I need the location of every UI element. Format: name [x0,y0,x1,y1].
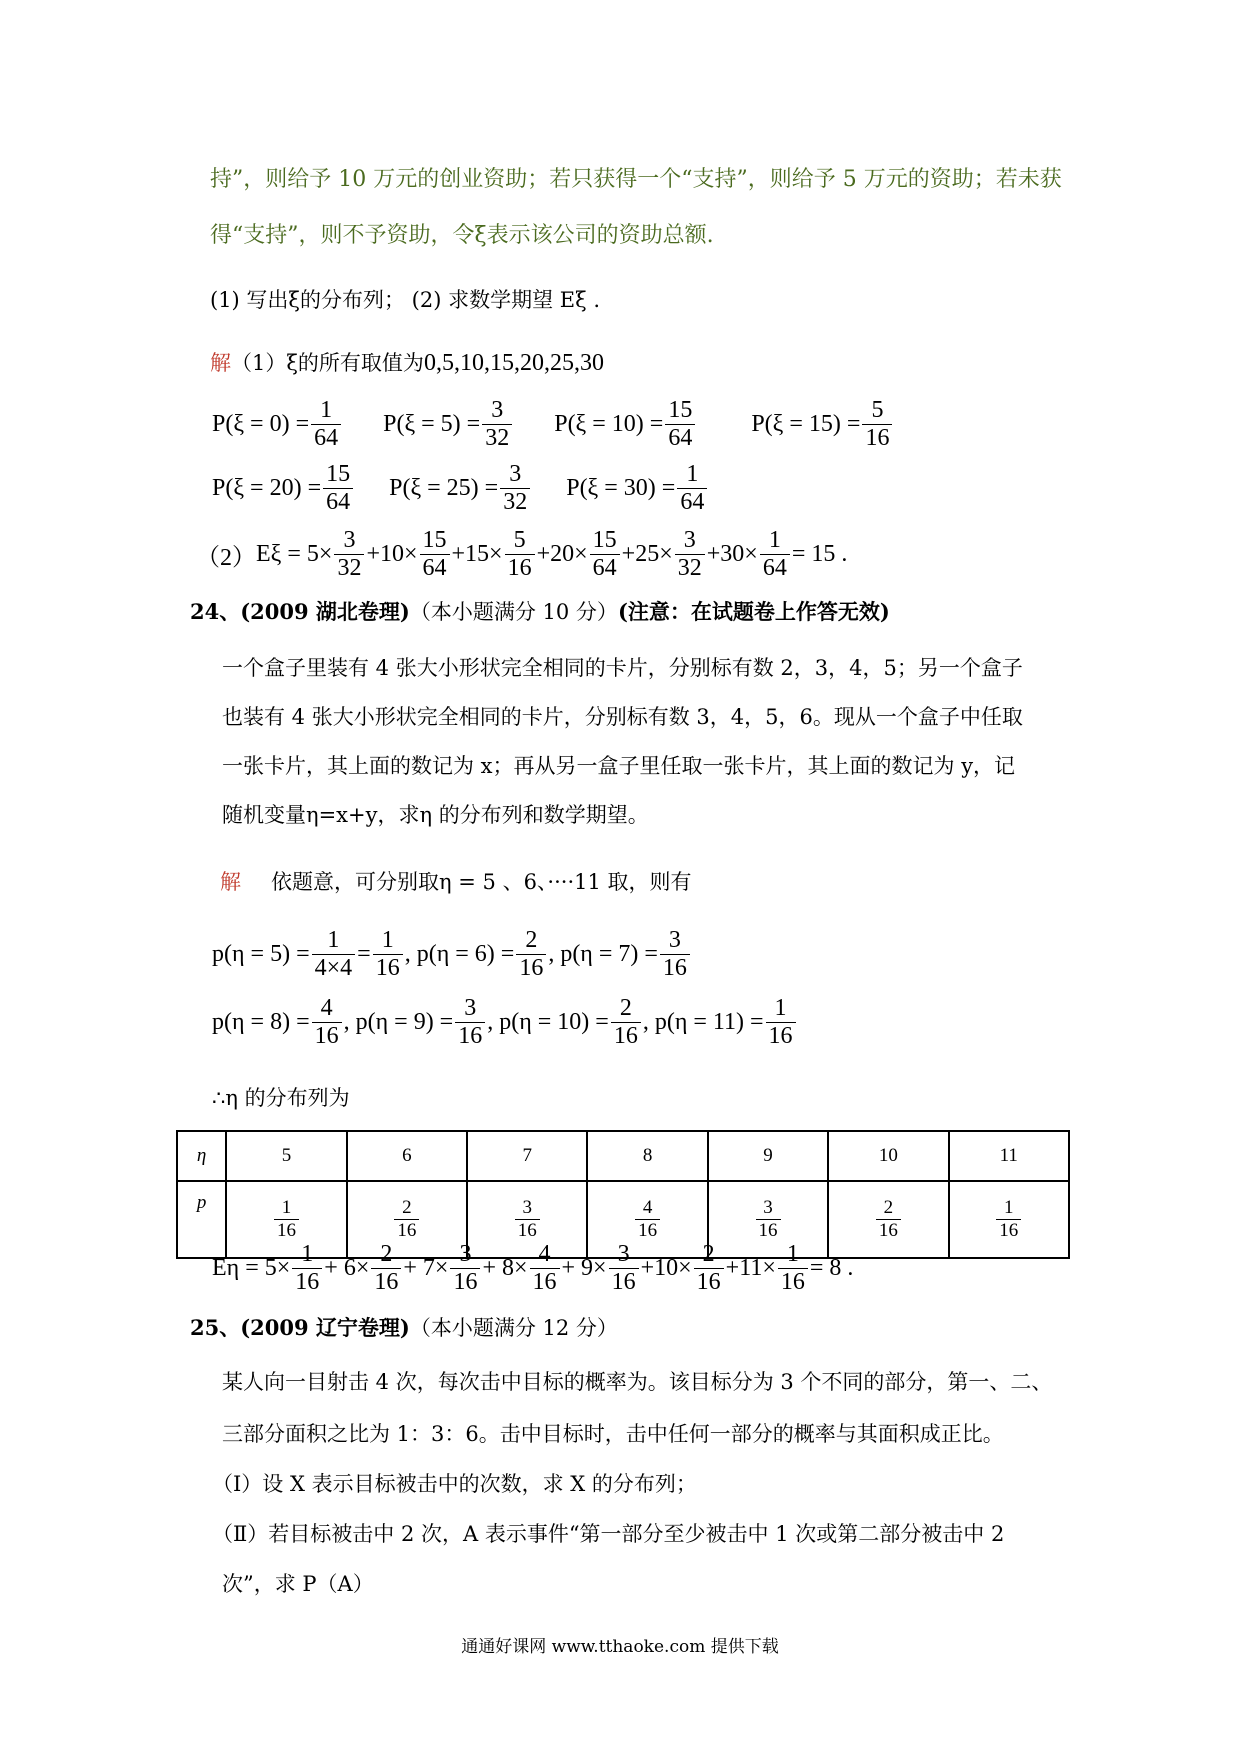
prob-lhs: , p(η = 11) = [642,1009,764,1036]
numerator: 1 [686,461,699,487]
numerator: 1 [1004,1197,1014,1219]
denominator: 16 [876,1219,901,1241]
denominator: 16 [530,1268,560,1295]
denominator: 4×4 [312,954,356,981]
table-header-eta: η [177,1131,226,1181]
q25-line-4: （Ⅱ）若目标被击中 2 次，A 表示事件“第一部分至少被击中 1 次或第二部分被击中 2 [212,1522,1005,1546]
denominator: 64 [760,554,790,581]
numerator: 1 [774,995,787,1021]
denominator: 16 [862,424,892,451]
q24-heading-note: (注意：在试题卷上作答无效) [617,599,890,624]
expectation-term: = 8 . [809,1255,854,1282]
expectation-term: +10× [366,541,418,568]
fraction [778,1242,808,1295]
numerator: 4 [538,1241,551,1267]
fraction [505,528,535,581]
fraction [665,398,695,451]
q24-line-2: 也装有 4 张大小形状完全相同的卡片，分别标有数 3，4，5，6。现从一个盒子中任取 [222,705,1023,729]
denominator: 16 [371,1268,401,1295]
q24-heading-score: （本小题满分 10 分） [409,600,618,624]
q24-heading [190,596,890,626]
numerator: 1 [320,397,333,423]
denominator: 16 [516,954,546,981]
page-footer: 通通好课网 www.tthaoke.com 提供下载 [461,1637,779,1657]
fraction [675,528,705,581]
denominator: 16 [394,1219,419,1241]
prob-row-2 [212,462,709,515]
expectation-term: +25× [621,541,673,568]
prob-lhs: P(ξ = 20) = [212,475,322,502]
fraction [766,996,796,1049]
q24-solution-intro [220,866,692,896]
prob-lhs: p(η = 8) = [212,1009,310,1036]
fraction [455,996,485,1049]
expectation-prefix: （2） [196,545,256,572]
fraction [482,398,512,451]
expectation-term: +30× [706,541,758,568]
fraction [677,462,707,515]
prob-lhs: P(ξ = 15) = [751,411,861,438]
fraction [394,1198,419,1241]
solution-1-intro [210,347,604,377]
intro-line-2: 得“支持”，则不予资助，令ξ表示该公司的资助总额. [210,223,714,248]
numerator: 3 [459,1241,472,1267]
numerator: 2 [380,1241,393,1267]
denominator: 16 [312,1022,342,1049]
numerator: 3 [343,527,356,553]
fraction [500,462,530,515]
denominator: 16 [450,1268,480,1295]
prob-lhs: p(η = 5) = [212,941,310,968]
numerator: 3 [668,927,681,953]
fraction [420,528,450,581]
questions-line: (1) 写出ξ的分布列； (2) 求数学期望 Eξ . [210,288,601,312]
expectation-term: = 15 . [791,541,848,568]
numerator: 3 [464,995,477,1021]
fraction [311,398,341,451]
table-cell-value: 9 [708,1131,828,1181]
denominator: 64 [677,488,707,515]
numerator: 15 [668,397,693,423]
denominator: 16 [292,1268,322,1295]
prob-lhs: P(ξ = 5) = [383,411,481,438]
denominator: 64 [311,424,341,451]
numerator: 15 [592,527,617,553]
q24-solution-label: 解 [220,870,241,894]
fraction [756,1198,781,1241]
prob-lhs: , p(η = 9) = [343,1009,454,1036]
fraction [876,1198,901,1241]
q24-line-1: 一个盒子里装有 4 张大小形状完全相同的卡片，分别标有数 2，3，4，5；另一个盒子 [222,656,1023,680]
denominator: 32 [482,424,512,451]
table-cell-value: 10 [828,1131,948,1181]
fraction [862,398,892,451]
numerator: 3 [491,397,504,423]
denominator: 16 [611,1022,641,1049]
denominator: 16 [996,1219,1021,1241]
numerator: 2 [883,1197,894,1219]
denominator: 64 [323,488,353,515]
denominator: 16 [766,1022,796,1049]
expectation-lhs: Eη = 5× [212,1255,291,1282]
numerator: 1 [381,927,394,953]
denominator: 16 [274,1219,299,1241]
q24-prob-row-2 [212,996,798,1049]
prob-lhs: P(ξ = 30) = [566,475,676,502]
denominator: 16 [505,554,535,581]
dist-caption: ∴η 的分布列为 [212,1086,350,1110]
fraction [450,1242,480,1295]
table-cell-value: 11 [949,1131,1069,1181]
q25-heading-score: （本小题满分 12 分） [409,1316,618,1340]
q24-line-3: 一张卡片，其上面的数记为 x；再从另一盒子里任取一张卡片，其上面的数记为 y，记 [222,754,1016,778]
numerator: 2 [702,1241,715,1267]
numerator: 2 [619,995,632,1021]
fraction [635,1198,660,1241]
expectation-lhs: Eξ = 5× [256,541,333,568]
table-cell-value: 7 [467,1131,587,1181]
q25-heading-source: 25、(2009 辽宁卷理) [190,1315,410,1340]
expectation-xi [196,528,847,581]
numerator: 1 [786,1241,799,1267]
denominator: 16 [694,1268,724,1295]
fraction [312,996,342,1049]
prob-row-1 [212,398,894,451]
expectation-term: + 7× [403,1255,449,1282]
denominator: 16 [455,1022,485,1049]
numerator: 1 [281,1197,292,1219]
expectation-term: +10× [640,1255,692,1282]
denominator: 16 [609,1268,639,1295]
table-cell-value: 5 [226,1131,346,1181]
fraction [334,528,364,581]
denominator: 16 [778,1268,808,1295]
intro-line-1: 持”，则给予 10 万元的创业资助；若只获得一个“支持”，则给予 5 万元的资助；若未获 [210,167,1062,192]
denominator: 16 [756,1219,781,1241]
solution-1-values: 0,5,10,15,20,25,30 [423,350,604,376]
fraction [760,528,790,581]
fraction [611,996,641,1049]
solution-1-text: （1）ξ的所有取值为 [231,351,424,375]
numerator: 3 [683,527,696,553]
fraction [660,928,690,981]
numerator: 15 [422,527,447,553]
fraction [694,1242,724,1295]
prob-lhs: P(ξ = 25) = [389,475,499,502]
denominator: 32 [500,488,530,515]
q24-line-4: 随机变量η=x+y，求η 的分布列和数学期望。 [222,803,649,827]
solution-label: 解 [210,351,231,375]
q24-heading-source: 24、(2009 湖北卷理) [190,599,410,624]
numerator: 5 [513,527,526,553]
denominator: 16 [373,954,403,981]
denominator: 64 [420,554,450,581]
fraction [996,1198,1021,1241]
numerator: 1 [768,527,781,553]
table-cell-prob [949,1181,1069,1258]
expectation-term: +11× [725,1255,776,1282]
numerator: 2 [402,1197,412,1219]
expectation-term: + 8× [482,1255,528,1282]
denominator: 16 [515,1219,540,1241]
q25-heading [190,1312,618,1342]
prob-lhs: P(ξ = 10) = [554,411,664,438]
prob-lhs: , p(η = 10) = [487,1009,609,1036]
fraction [312,928,356,981]
fraction [373,928,403,981]
fraction [516,928,546,981]
numerator: 3 [763,1197,773,1219]
q25-line-5: 次”，求 P（A） [222,1572,374,1596]
equals: = [357,941,371,968]
fraction [590,528,620,581]
numerator: 3 [522,1197,532,1219]
table-row-values [177,1131,1069,1181]
fraction [609,1242,639,1295]
fraction [515,1198,540,1241]
expectation-term: +20× [536,541,588,568]
denominator: 32 [334,554,364,581]
fraction [292,1242,322,1295]
q25-line-2: 三部分面积之比为 1：3：6。击中目标时，击中任何一部分的概率与其面积成正比。 [222,1422,1004,1446]
numerator: 4 [642,1197,653,1219]
numerator: 3 [617,1241,630,1267]
numerator: 2 [525,927,538,953]
q25-line-1: 某人向一目射击 4 次，每次击中目标的概率为。该目标分为 3 个不同的部分，第一、二、 [222,1370,1053,1394]
denominator: 32 [675,554,705,581]
denominator: 64 [590,554,620,581]
fraction [274,1198,299,1241]
denominator: 16 [660,954,690,981]
prob-lhs: , p(η = 6) = [404,941,515,968]
table-cell-value: 6 [347,1131,467,1181]
prob-lhs: P(ξ = 0) = [212,411,310,438]
prob-lhs: , p(η = 7) = [548,941,658,968]
numerator: 4 [320,995,333,1021]
expectation-term: +15× [451,541,503,568]
numerator: 5 [871,397,884,423]
numerator: 3 [509,461,522,487]
expectation-term: + 6× [324,1255,370,1282]
table-header-p: p [177,1181,226,1258]
expectation-eta [212,1242,853,1295]
numerator: 1 [327,927,340,953]
numerator: 15 [326,461,351,487]
fraction [530,1242,560,1295]
fraction [323,462,353,515]
expectation-term: + 9× [561,1255,607,1282]
numerator: 1 [301,1241,314,1267]
q24-solution-text: 依题意，可分别取η = 5 、6、····11 取，则有 [271,870,692,894]
q25-line-3: （Ⅰ）设 X 表示目标被击中的次数，求 X 的分布列； [212,1472,697,1496]
denominator: 64 [665,424,695,451]
table-cell-value: 8 [587,1131,707,1181]
q24-prob-row-1 [212,928,692,981]
distribution-table [176,1130,1070,1259]
fraction [371,1242,401,1295]
denominator: 16 [635,1219,660,1241]
